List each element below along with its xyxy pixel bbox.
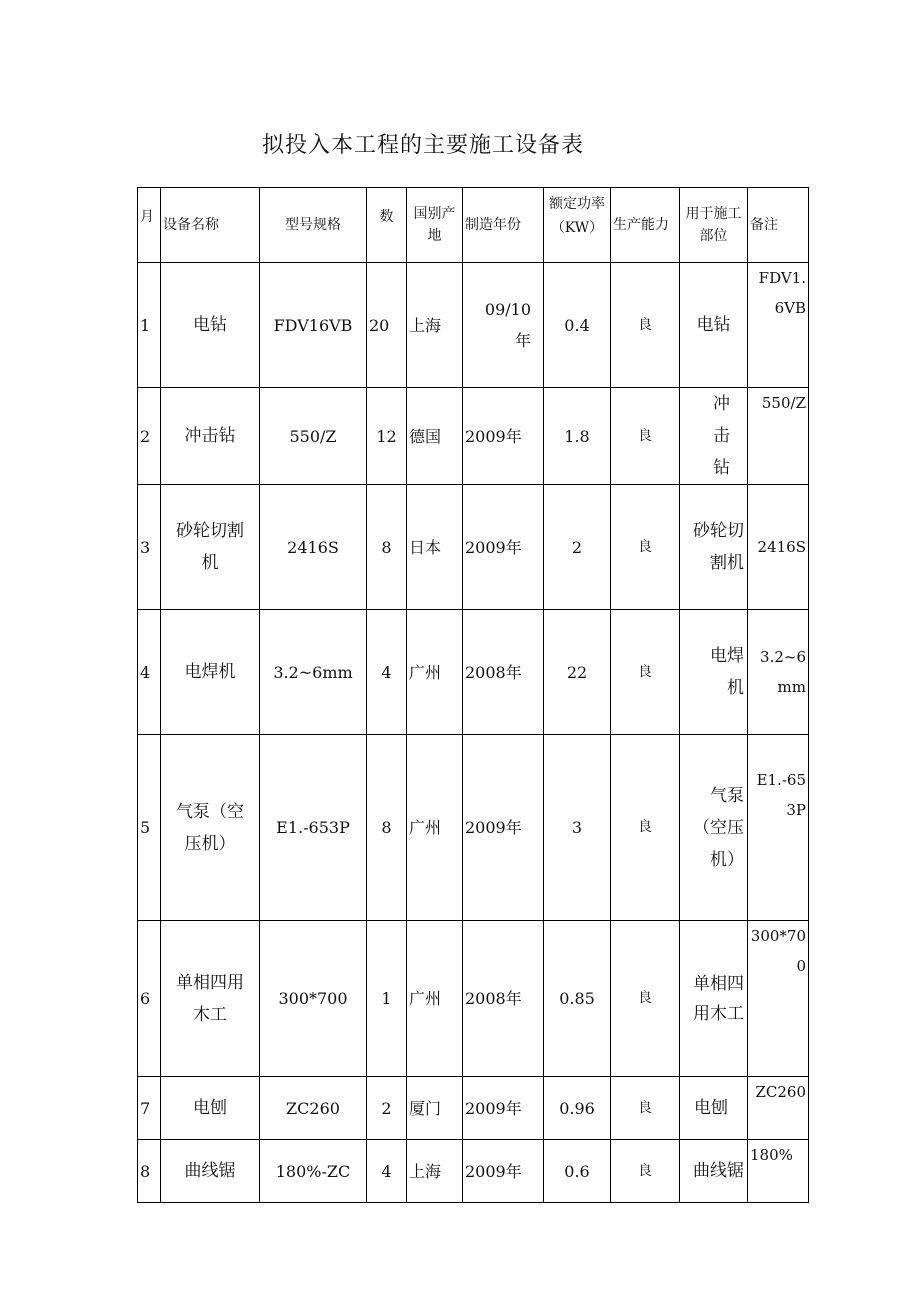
row-year: 2009年	[463, 1077, 544, 1140]
table-header-row	[138, 188, 809, 263]
row-year: 2009年	[463, 388, 544, 485]
row-used-for: 电钻	[680, 263, 748, 388]
row-model: 180%-ZC	[260, 1140, 367, 1203]
row-origin: 广州	[407, 735, 463, 921]
row-origin: 广州	[407, 610, 463, 735]
row-model: E1.-653P	[260, 735, 367, 921]
row-year: 2009年	[463, 735, 544, 921]
row-remark: 300*700	[748, 921, 809, 1077]
header-name: 设备名称	[161, 188, 260, 263]
header-no: 月	[138, 188, 161, 263]
header-origin: 国别产地	[407, 188, 463, 263]
row-power: 0.96	[544, 1077, 611, 1140]
row-name: 电钻	[161, 263, 260, 388]
table-row	[138, 263, 809, 388]
row-remark: ZC260	[748, 1077, 809, 1140]
row-capacity: 良	[611, 1140, 680, 1203]
row-origin: 厦门	[407, 1077, 463, 1140]
row-remark: FDV1.6VB	[748, 263, 809, 388]
row-remark: 2416S	[748, 485, 809, 610]
row-used-for: 电刨	[680, 1077, 748, 1140]
row-name: 气泵（空压机）	[161, 735, 260, 921]
row-no: 2	[138, 388, 161, 485]
row-power: 0.6	[544, 1140, 611, 1203]
header-used-for: 用于施工部位	[680, 188, 748, 263]
row-name: 单相四用木工	[161, 921, 260, 1077]
row-remark: 550/Z	[748, 388, 809, 485]
table-row	[138, 610, 809, 735]
row-name: 电刨	[161, 1077, 260, 1140]
table-row	[138, 921, 809, 1077]
row-qty: 4	[367, 610, 407, 735]
table-row	[138, 485, 809, 610]
row-origin: 上海	[407, 263, 463, 388]
row-power: 22	[544, 610, 611, 735]
row-remark: E1.-653P	[748, 735, 809, 921]
row-capacity: 良	[611, 388, 680, 485]
row-origin: 广州	[407, 921, 463, 1077]
row-no: 6	[138, 921, 161, 1077]
row-qty: 8	[367, 735, 407, 921]
table-row	[138, 735, 809, 921]
row-year: 09/10年	[463, 263, 544, 388]
header-model: 型号规格	[260, 188, 367, 263]
page-title: 拟投入本工程的主要施工设备表	[262, 133, 585, 158]
row-qty: 1	[367, 921, 407, 1077]
header-remark: 备注	[748, 188, 809, 263]
row-power: 1.8	[544, 388, 611, 485]
table-row	[138, 1140, 809, 1203]
row-qty: 2	[367, 1077, 407, 1140]
row-no: 3	[138, 485, 161, 610]
row-year: 2008年	[463, 610, 544, 735]
row-name: 砂轮切割机	[161, 485, 260, 610]
row-no: 1	[138, 263, 161, 388]
row-model: FDV16VB	[260, 263, 367, 388]
row-used-for: 单相四用木工	[680, 921, 748, 1077]
row-used-for: 曲线锯	[680, 1140, 748, 1203]
row-capacity: 良	[611, 610, 680, 735]
row-used-for: 砂轮切割机	[680, 485, 748, 610]
header-capacity: 生产能力	[611, 188, 680, 263]
row-origin: 德国	[407, 388, 463, 485]
row-qty: 4	[367, 1140, 407, 1203]
row-used-for: 冲击钻	[680, 388, 748, 485]
row-remark: 180%	[748, 1140, 809, 1203]
row-no: 4	[138, 610, 161, 735]
table-row	[138, 1077, 809, 1140]
row-capacity: 良	[611, 1077, 680, 1140]
row-year: 2008年	[463, 921, 544, 1077]
row-no: 5	[138, 735, 161, 921]
row-used-for: 气泵（空压机）	[680, 735, 748, 921]
row-power: 2	[544, 485, 611, 610]
row-model: ZC260	[260, 1077, 367, 1140]
row-qty: 20	[367, 263, 407, 388]
row-model: 2416S	[260, 485, 367, 610]
row-capacity: 良	[611, 921, 680, 1077]
row-year: 2009年	[463, 1140, 544, 1203]
row-power: 0.4	[544, 263, 611, 388]
header-qty: 数	[367, 188, 407, 263]
row-no: 8	[138, 1140, 161, 1203]
row-qty: 12	[367, 388, 407, 485]
row-remark: 3.2~6mm	[748, 610, 809, 735]
table-row	[138, 388, 809, 485]
row-capacity: 良	[611, 263, 680, 388]
row-capacity: 良	[611, 485, 680, 610]
row-origin: 日本	[407, 485, 463, 610]
row-power: 0.85	[544, 921, 611, 1077]
row-name: 冲击钻	[161, 388, 260, 485]
equipment-table	[137, 187, 809, 1203]
row-model: 3.2~6mm	[260, 610, 367, 735]
header-year: 制造年份	[463, 188, 544, 263]
row-model: 550/Z	[260, 388, 367, 485]
row-power: 3	[544, 735, 611, 921]
row-used-for: 电焊机	[680, 610, 748, 735]
row-origin: 上海	[407, 1140, 463, 1203]
row-qty: 8	[367, 485, 407, 610]
row-model: 300*700	[260, 921, 367, 1077]
row-name: 电焊机	[161, 610, 260, 735]
row-name: 曲线锯	[161, 1140, 260, 1203]
row-year: 2009年	[463, 485, 544, 610]
header-power: 额定功率（KW）	[544, 188, 611, 263]
row-no: 7	[138, 1077, 161, 1140]
row-capacity: 良	[611, 735, 680, 921]
